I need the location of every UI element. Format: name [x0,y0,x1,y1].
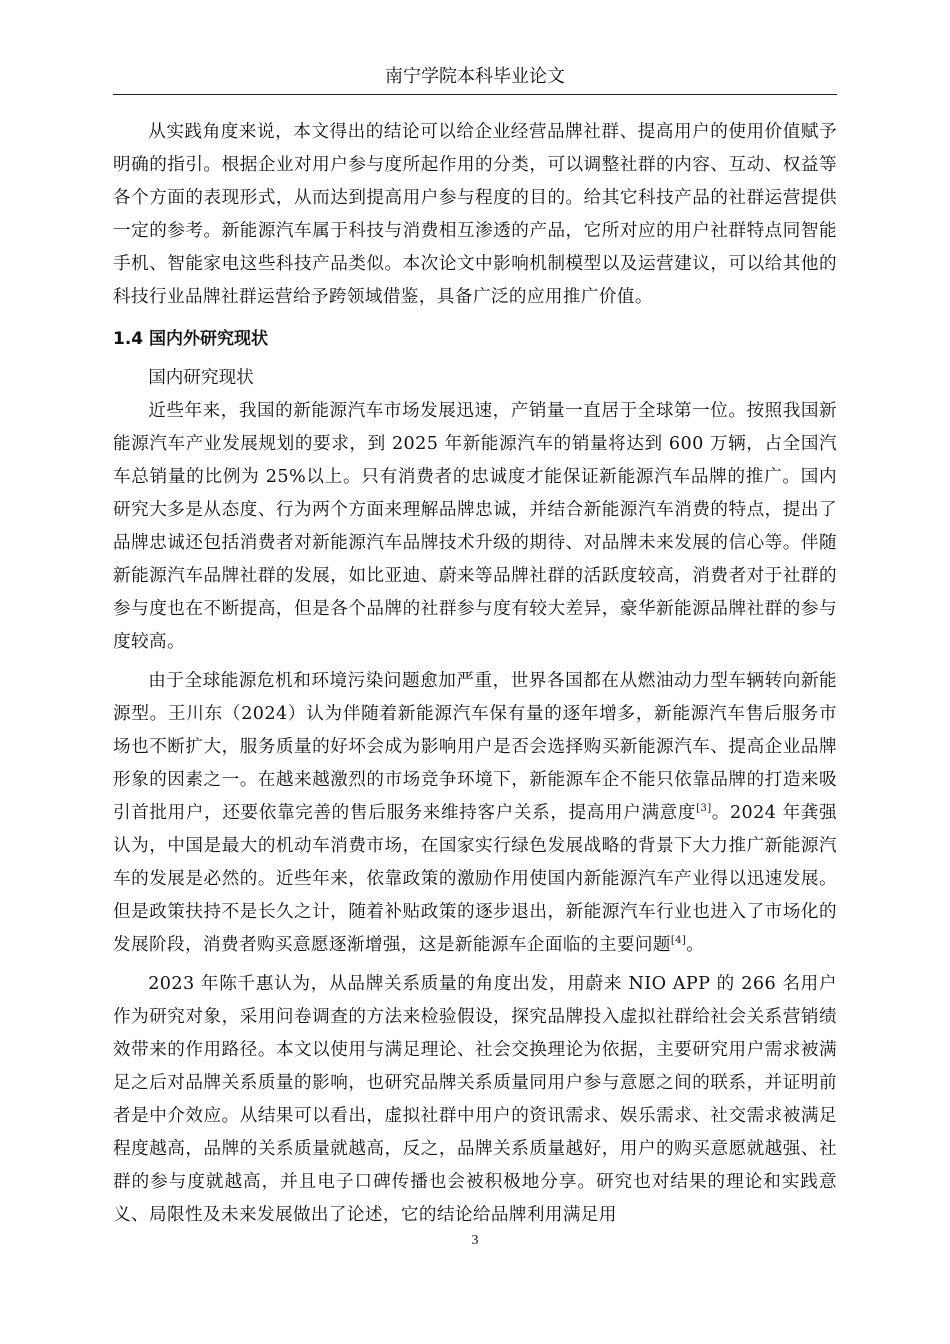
paragraph-text: 。 [686,935,705,955]
paragraph-text: 由于全球能源危机和环境污染问题愈加严重，世界各国都在从燃油动力型车辆转向新能源型。王川东（2024）认为伴随着新能源汽车保有量的逐年增多，新能源汽车售后服务市场也不断扩大，服务质量的好坏会成为影响用户是否会选择购买新能源汽车、提高企业品牌形象的因素之一。在越来越激烈的市场竞争环境下，新能源车企不能只依靠品牌的打造来吸引首批用户，还要依靠完善的售后服务来维持客户关系，提高用户满意度 [113,671,837,823]
citation-ref-4: [4] [670,935,687,947]
paragraph-domestic-market: 近些年来，我国的新能源汽车市场发展迅速，产销量一直居于全球第一位。按照我国新能源汽车产业发展规划的要求，到 2025 年新能源汽车的销量将达到 600 万辆，占全国汽车总销量的比例为 25%以上。只有消费者的忠诚度才能保证新能源汽车品牌的推广。国内研究大多是从态度、行为两个方面来理解品牌忠诚，并结合新能源汽车消费的特点，提出了品牌忠诚还包括消费者对新能源汽车品牌技术升级的期待、对品牌未来发展的信心等。伴随新能源汽车品牌社群的发展，如比亚迪、蔚来等品牌社群的活跃度较高，消费者对于社群的参与度也在不断提高，但是各个品牌的社群参与度有较大差异，豪华新能源品牌社群的参与度较高。 [113,401,837,652]
header-rule [113,94,837,95]
section-heading: 1.4 国内外研究现状 [113,329,269,349]
running-header: 南宁学院本科毕业论文 [385,66,565,87]
subsection-title: 国内研究现状 [148,368,254,388]
page-number: 3 [471,1233,479,1248]
document-body [113,116,837,1232]
paragraph-practical-significance: 从实践角度来说，本文得出的结论可以给企业经营品牌社群、提高用户的使用价值赋予明确的指引。根据企业对用户参与度所起作用的分类，可以调整社群的内容、互动、权益等各个方面的表现形式，从而达到提高用户参与程度的目的。给其它科技产品的社群运营提供一定的参考。新能源汽车属于科技与消费相互渗透的产品，它所对应的用户社群特点同智能手机、智能家电这些科技产品类似。本次论文中影响机制模型以及运营建议，可以给其他的科技行业品牌社群运营给予跨领域借鉴，具备广泛的应用推广价值。 [113,122,837,307]
paragraph-brand-relationship: 2023 年陈千惠认为，从品牌关系质量的角度出发，用蔚来 NIO APP 的 266 名用户作为研究对象，采用问卷调查的方法来检验假设，探究品牌投入虚拟社群给社会关系营销绩效带来的作用路径。本文以使用与满足理论、社会交换理论为依据，主要研究用户需求被满足之后对品牌关系质量的影响，也研究品牌关系质量同用户参与意愿之间的联系，并证明前者是中介效应。从结果可以看出，虚拟社群中用户的资讯需求、娱乐需求、社交需求被满足程度越高，品牌的关系质量就越高，反之，品牌关系质量越好，用户的购买意愿就越强、社群的参与度就越高，并且电子口碑传播也会被积极地分享。研究也对结果的理论和实践意义、局限性及未来发展做出了论述，它的结论给品牌利用满足用 [113,974,837,1225]
paragraph-after-sales [113,665,837,962]
citation-ref-3: [3] [696,803,712,815]
paragraph-text: 。2024 年龚强认为，中国是最大的机动车消费市场，在国家实行绿色发展战略的背景下大力推广新能源汽车的发展是必然的。近些年来，依靠政策的激励作用使国内新能源汽车产业得以迅速发展。但是政策扶持不是长久之计，随着补贴政策的逐步退出，新能源汽车行业也进入了市场化的发展阶段，消费者购买意愿逐渐增强，这是新能源车企面临的主要问题 [113,803,838,955]
